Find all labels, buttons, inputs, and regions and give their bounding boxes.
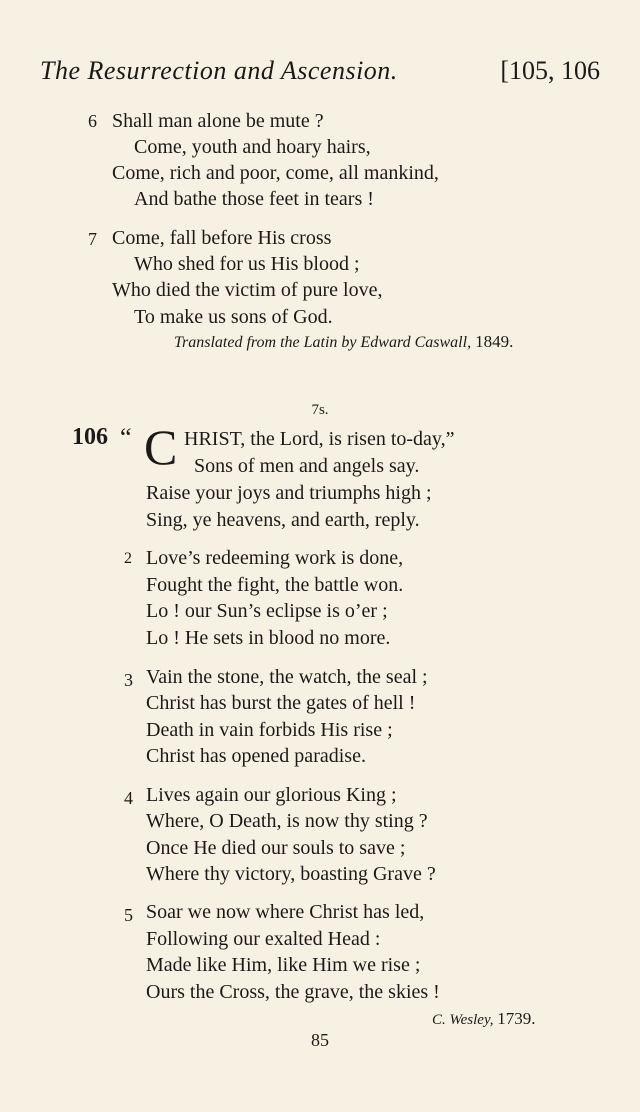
- hymn-number: 106: [72, 424, 108, 450]
- running-header: [40, 56, 600, 96]
- verse-line: Death in vain forbids His rise ;: [146, 719, 393, 741]
- verse-line: Lo ! He sets in blood no more.: [146, 627, 391, 649]
- verse-line: And bathe those feet in tears !: [134, 188, 374, 210]
- verse-line: Where, O Death, is now thy sting ?: [146, 810, 428, 832]
- verse-line: Come, fall before His cross: [112, 227, 332, 249]
- verse-line: Who shed for us His blood ;: [134, 253, 360, 275]
- verse-line: Lo ! our Sun’s eclipse is o’er ;: [146, 600, 388, 622]
- verse-line: Following our exalted Head :: [146, 928, 381, 950]
- verse-line: HRIST, the Lord, is risen to-day,”: [184, 428, 455, 450]
- verse-line: Where thy victory, boasting Grave ?: [146, 863, 436, 885]
- attribution-year: 1739.: [497, 1009, 536, 1028]
- verse-number: 5: [124, 905, 133, 925]
- verse-line: Vain the stone, the watch, the seal ;: [146, 666, 428, 688]
- verse-line: Shall man alone be mute ?: [112, 110, 324, 132]
- verse-line: Come, youth and hoary hairs,: [134, 136, 371, 158]
- verse-line: Love’s redeeming work is done,: [146, 547, 404, 569]
- attribution: [174, 332, 513, 352]
- section-title: The Resurrection and Ascension.: [40, 56, 398, 85]
- verse-line: Who died the victim of pure love,: [112, 279, 383, 301]
- verse-line: Once He died our souls to save ;: [146, 837, 406, 859]
- attribution-year: 1849.: [475, 332, 514, 351]
- verse-line: Come, rich and poor, come, all mankind,: [112, 162, 439, 184]
- drop-cap: C: [144, 419, 178, 475]
- verse-line: To make us sons of God.: [134, 306, 333, 328]
- verse-line: Christ has opened paradise.: [146, 745, 366, 767]
- meter-label: 7s.: [311, 402, 329, 418]
- verse-number: 6: [88, 111, 97, 131]
- verse-number: 4: [124, 788, 133, 808]
- verse-line: Raise your joys and triumphs high ;: [146, 482, 432, 504]
- attribution-text: C. Wesley,: [432, 1012, 494, 1028]
- verse-line: Sing, ye heavens, and earth, reply.: [146, 509, 420, 531]
- verse-line: Sons of men and angels say.: [194, 455, 420, 477]
- hymn-range: [105, 106: [500, 56, 600, 85]
- open-quote: “: [120, 423, 132, 452]
- verse-line: Ours the Cross, the grave, the skies !: [146, 981, 440, 1003]
- verse-number: 7: [88, 229, 97, 249]
- attribution: [432, 1009, 536, 1029]
- verse-line: Christ has burst the gates of hell !: [146, 692, 416, 714]
- verse-number: 3: [124, 670, 133, 690]
- verse-line: Made like Him, like Him we rise ;: [146, 954, 421, 976]
- verse-line: Soar we now where Christ has led,: [146, 901, 425, 923]
- verse-number: 2: [124, 550, 132, 567]
- verse-line: Lives again our glorious King ;: [146, 784, 397, 806]
- verse-line: Fought the fight, the battle won.: [146, 574, 404, 596]
- attribution-text: Translated from the Latin by Edward Caswall,: [174, 334, 472, 351]
- page-number: 85: [311, 1030, 329, 1050]
